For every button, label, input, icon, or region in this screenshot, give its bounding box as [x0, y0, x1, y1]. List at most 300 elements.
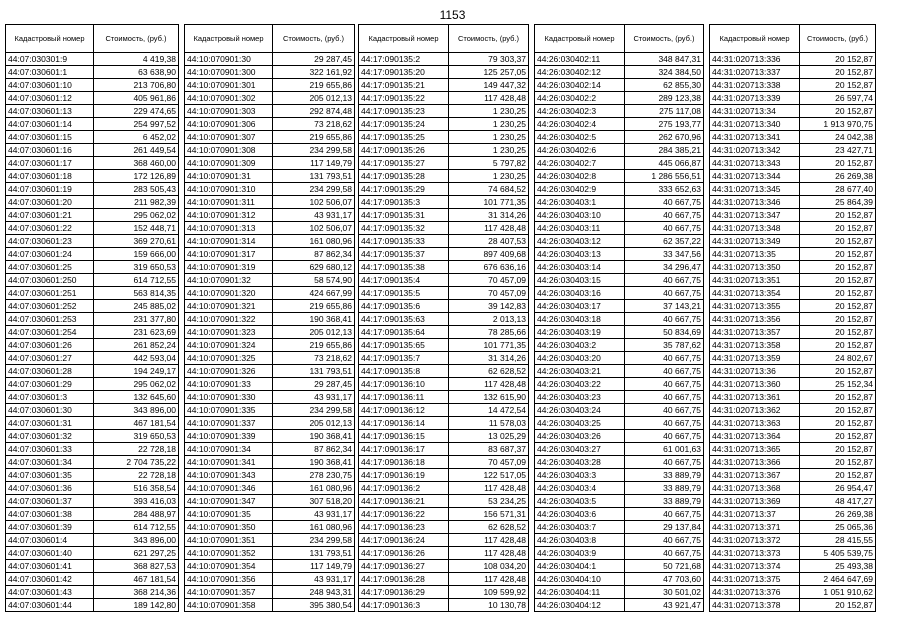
table-row [6, 495, 179, 508]
cost-cell: 22 728,18 [94, 469, 179, 482]
table-row [535, 235, 704, 248]
cost-cell: 161 080,96 [273, 482, 355, 495]
table-row [185, 417, 355, 430]
cadastral-number-cell: 44:26:030404:10 [535, 573, 625, 586]
cost-cell: 117 428,48 [449, 547, 529, 560]
cadastral-number-cell: 44:10:070901:330 [185, 391, 273, 404]
cadastral-number-cell: 44:31:020713:351 [710, 274, 800, 287]
cadastral-number-cell: 44:10:070901:312 [185, 209, 273, 222]
cost-cell: 284 488,97 [94, 508, 179, 521]
cost-cell: 234 299,58 [273, 144, 355, 157]
table-row [359, 547, 529, 560]
table-row [185, 482, 355, 495]
table-row [6, 261, 179, 274]
cost-cell: 117 428,48 [449, 482, 529, 495]
cadastral-number-cell: 44:31:020713:359 [710, 352, 800, 365]
table-row [185, 534, 355, 547]
cadastral-number-cell: 44:10:070901:350 [185, 521, 273, 534]
cadastral-number-cell: 44:17:090136:28 [359, 573, 449, 586]
cost-cell: 190 368,41 [273, 456, 355, 469]
cost-cell: 20 152,87 [800, 274, 876, 287]
cadastral-number-cell: 44:26:030404:11 [535, 586, 625, 599]
cost-cell: 40 667,75 [625, 534, 704, 547]
table-row [535, 365, 704, 378]
cost-cell: 20 152,87 [800, 287, 876, 300]
table-row [6, 222, 179, 235]
table-row [710, 287, 876, 300]
cadastral-number-cell: 44:31:020713:368 [710, 482, 800, 495]
cadastral-number-cell: 44:07:030601:27 [6, 352, 94, 365]
table-row [6, 274, 179, 287]
table-row [185, 508, 355, 521]
table-row [359, 378, 529, 391]
cadastral-number-cell: 44:10:070901:35 [185, 508, 273, 521]
table-row [710, 92, 876, 105]
cost-cell: 1 230,25 [449, 144, 529, 157]
table-row [710, 66, 876, 79]
cadastral-number-cell: 44:07:030601:44 [6, 599, 94, 612]
cost-cell: 319 650,53 [94, 430, 179, 443]
cost-cell: 39 142,83 [449, 300, 529, 313]
cost-cell: 125 257,05 [449, 66, 529, 79]
cadastral-number-cell: 44:26:030404:12 [535, 599, 625, 612]
cost-cell: 205 012,13 [273, 92, 355, 105]
table-row [359, 105, 529, 118]
table-row [535, 586, 704, 599]
table-row [359, 391, 529, 404]
table-row [6, 53, 179, 66]
table-row [535, 157, 704, 170]
table-row [535, 105, 704, 118]
cost-cell: 70 457,09 [449, 456, 529, 469]
cadastral-number-cell: 44:31:020713:356 [710, 313, 800, 326]
cost-cell: 219 655,86 [273, 339, 355, 352]
cadastral-number-cell: 44:07:030601:13 [6, 105, 94, 118]
table-row [359, 313, 529, 326]
cadastral-number-cell: 44:10:070901:309 [185, 157, 273, 170]
cadastral-number-cell: 44:17:090135:8 [359, 365, 449, 378]
cost-cell: 26 597,74 [800, 92, 876, 105]
table-row [359, 443, 529, 456]
cadastral-number-cell: 44:10:070901:320 [185, 287, 273, 300]
cost-cell: 101 771,35 [449, 339, 529, 352]
table-row [710, 170, 876, 183]
cost-cell: 1 230,25 [449, 118, 529, 131]
cadastral-number-cell: 44:31:020713:337 [710, 66, 800, 79]
table-row [359, 352, 529, 365]
table-row [6, 209, 179, 222]
table-row [535, 599, 704, 612]
cost-cell: 231 623,69 [94, 326, 179, 339]
cadastral-number-cell: 44:26:030403:21 [535, 365, 625, 378]
cadastral-number-cell: 44:07:030601:19 [6, 183, 94, 196]
table-row [535, 261, 704, 274]
cadastral-number-cell: 44:07:030601:34 [6, 456, 94, 469]
cost-table-2 [184, 24, 355, 612]
table-row [6, 586, 179, 599]
table-row [185, 287, 355, 300]
cost-cell: 20 152,87 [800, 326, 876, 339]
cadastral-number-cell: 44:07:030601:33 [6, 443, 94, 456]
cadastral-number-cell: 44:10:070901:301 [185, 79, 273, 92]
cadastral-number-cell: 44:07:030601:14 [6, 118, 94, 131]
cadastral-number-cell: 44:07:030601:18 [6, 170, 94, 183]
cadastral-number-cell: 44:26:030403:24 [535, 404, 625, 417]
cadastral-number-cell: 44:26:030403:11 [535, 222, 625, 235]
cadastral-number-cell: 44:31:020713:338 [710, 79, 800, 92]
table-row [359, 482, 529, 495]
cost-cell: 621 297,25 [94, 547, 179, 560]
table-row [185, 469, 355, 482]
cost-cell: 20 152,87 [800, 157, 876, 170]
cost-cell: 31 314,26 [449, 209, 529, 222]
table-row [710, 586, 876, 599]
cost-cell: 283 505,43 [94, 183, 179, 196]
table-row [6, 352, 179, 365]
cadastral-number-cell: 44:26:030403:25 [535, 417, 625, 430]
table-row [359, 131, 529, 144]
table-row [359, 300, 529, 313]
cadastral-number-cell: 44:31:020713:347 [710, 209, 800, 222]
cost-cell: 74 684,52 [449, 183, 529, 196]
cadastral-number-cell: 44:07:030601:29 [6, 378, 94, 391]
table-row [359, 144, 529, 157]
table-row [185, 495, 355, 508]
cadastral-number-cell: 44:26:030402:2 [535, 92, 625, 105]
table-row [710, 157, 876, 170]
table-row [6, 105, 179, 118]
table-row [710, 599, 876, 612]
cadastral-number-cell: 44:17:090135:65 [359, 339, 449, 352]
table-row [359, 235, 529, 248]
table-row [535, 404, 704, 417]
cadastral-number-cell: 44:17:090136:21 [359, 495, 449, 508]
table-row [710, 131, 876, 144]
cadastral-number-cell: 44:07:030601:22 [6, 222, 94, 235]
cadastral-number-cell: 44:31:020713:364 [710, 430, 800, 443]
table-row [535, 144, 704, 157]
cost-cell: 2 464 647,69 [800, 573, 876, 586]
cadastral-number-cell: 44:17:090135:23 [359, 105, 449, 118]
table-row [6, 248, 179, 261]
table-row [359, 417, 529, 430]
table-row [710, 339, 876, 352]
cadastral-number-cell: 44:31:020713:355 [710, 300, 800, 313]
cost-cell: 261 449,54 [94, 144, 179, 157]
cost-cell: 190 368,41 [273, 313, 355, 326]
table-row [359, 248, 529, 261]
cost-cell: 40 667,75 [625, 404, 704, 417]
cadastral-number-cell: 44:17:090135:25 [359, 131, 449, 144]
cost-cell: 629 680,12 [273, 261, 355, 274]
cadastral-number-cell: 44:07:030601:41 [6, 560, 94, 573]
cost-cell: 219 655,86 [273, 131, 355, 144]
cost-cell: 20 152,87 [800, 417, 876, 430]
cost-table-5 [709, 24, 876, 612]
cadastral-number-cell: 44:07:030601:42 [6, 573, 94, 586]
cost-cell: 28 677,40 [800, 183, 876, 196]
cost-cell: 108 034,20 [449, 560, 529, 573]
cadastral-number-cell: 44:31:020713:363 [710, 417, 800, 430]
cadastral-number-cell: 44:17:090135:28 [359, 170, 449, 183]
cadastral-number-cell: 44:31:020713:339 [710, 92, 800, 105]
cadastral-number-cell: 44:17:090135:37 [359, 248, 449, 261]
cadastral-number-cell: 44:31:020713:375 [710, 573, 800, 586]
cost-cell: 29 287,45 [273, 53, 355, 66]
table-row [185, 209, 355, 222]
cadastral-number-cell: 44:07:030601:21 [6, 209, 94, 222]
table-row [535, 118, 704, 131]
table-row [710, 495, 876, 508]
cadastral-number-cell: 44:10:070901:322 [185, 313, 273, 326]
cost-cell: 117 149,79 [273, 560, 355, 573]
table-row [6, 534, 179, 547]
table-row [359, 274, 529, 287]
table-row [6, 287, 179, 300]
cadastral-number-cell: 44:10:070901:335 [185, 404, 273, 417]
table-row [185, 92, 355, 105]
table-row [359, 430, 529, 443]
cost-cell: 20 152,87 [800, 248, 876, 261]
cadastral-number-cell: 44:07:030601:26 [6, 339, 94, 352]
cost-cell: 292 874,48 [273, 105, 355, 118]
table-row [185, 326, 355, 339]
cost-cell: 11 578,03 [449, 417, 529, 430]
table-row [359, 599, 529, 612]
cadastral-number-cell: 44:31:020713:367 [710, 469, 800, 482]
cost-cell: 1 230,25 [449, 170, 529, 183]
cost-cell: 78 285,66 [449, 326, 529, 339]
cadastral-number-cell: 44:17:090135:22 [359, 92, 449, 105]
table-header-row [6, 25, 179, 53]
cost-cell: 33 889,79 [625, 469, 704, 482]
cadastral-number-cell: 44:10:070901:325 [185, 352, 273, 365]
table-row [535, 456, 704, 469]
table-row [6, 547, 179, 560]
cost-cell: 262 670,96 [625, 131, 704, 144]
cost-cell: 117 149,79 [273, 157, 355, 170]
table-row [710, 261, 876, 274]
table-row [185, 430, 355, 443]
cadastral-number-cell: 44:26:030403:4 [535, 482, 625, 495]
table-row [185, 222, 355, 235]
table-row [535, 443, 704, 456]
cost-cell: 348 847,31 [625, 53, 704, 66]
cadastral-number-cell: 44:07:030601:30 [6, 404, 94, 417]
cadastral-number-cell: 44:26:030402:3 [535, 105, 625, 118]
page-number: 1153 [439, 8, 466, 22]
table-row [185, 378, 355, 391]
cadastral-number-cell: 44:31:020713:349 [710, 235, 800, 248]
cost-cell: 25 493,38 [800, 560, 876, 573]
table-row [185, 235, 355, 248]
cost-cell: 245 885,02 [94, 300, 179, 313]
cost-cell: 40 667,75 [625, 417, 704, 430]
cost-cell: 40 667,75 [625, 196, 704, 209]
cadastral-number-cell: 44:31:020713:350 [710, 261, 800, 274]
cost-cell: 20 152,87 [800, 339, 876, 352]
cadastral-number-cell: 44:17:090135:26 [359, 144, 449, 157]
cost-cell: 229 474,65 [94, 105, 179, 118]
table-row [6, 300, 179, 313]
cost-cell: 149 447,32 [449, 79, 529, 92]
cadastral-number-cell: 44:07:030601:32 [6, 430, 94, 443]
cost-cell: 117 428,48 [449, 222, 529, 235]
cost-cell: 467 181,54 [94, 573, 179, 586]
table-row [535, 313, 704, 326]
table-row [185, 300, 355, 313]
cadastral-number-cell: 44:17:090136:27 [359, 560, 449, 573]
table-row [6, 378, 179, 391]
cadastral-number-cell: 44:10:070901:31 [185, 170, 273, 183]
cost-cell: 40 667,75 [625, 456, 704, 469]
table-row [6, 92, 179, 105]
cost-cell: 53 234,25 [449, 495, 529, 508]
cadastral-number-cell: 44:10:070901:34 [185, 443, 273, 456]
cost-cell: 10 130,78 [449, 599, 529, 612]
cost-cell: 563 814,35 [94, 287, 179, 300]
cadastral-number-cell: 44:07:030601:253 [6, 313, 94, 326]
table-row [185, 144, 355, 157]
table-row [535, 274, 704, 287]
cost-cell: 22 728,18 [94, 443, 179, 456]
table-row [535, 560, 704, 573]
cadastral-number-cell: 44:10:070901:311 [185, 196, 273, 209]
cadastral-number-cell: 44:31:020713:362 [710, 404, 800, 417]
cost-cell: 20 152,87 [800, 430, 876, 443]
table-row [535, 196, 704, 209]
table-row [710, 274, 876, 287]
cost-cell: 20 152,87 [800, 79, 876, 92]
table-row [359, 157, 529, 170]
cadastral-number-cell: 44:10:070901:314 [185, 235, 273, 248]
cadastral-number-cell: 44:17:090135:6 [359, 300, 449, 313]
cost-cell: 156 571,31 [449, 508, 529, 521]
table-row [710, 391, 876, 404]
cost-cell: 1 913 970,75 [800, 118, 876, 131]
table-row [359, 170, 529, 183]
cost-cell: 231 377,80 [94, 313, 179, 326]
cadastral-number-cell: 44:31:020713:348 [710, 222, 800, 235]
cost-cell: 50 834,69 [625, 326, 704, 339]
cadastral-number-cell: 44:17:090136:18 [359, 456, 449, 469]
table-row [535, 573, 704, 586]
cost-cell: 1 230,25 [449, 131, 529, 144]
cost-cell: 14 472,54 [449, 404, 529, 417]
cost-cell: 20 152,87 [800, 235, 876, 248]
cost-cell: 25 152,34 [800, 378, 876, 391]
cadastral-number-cell: 44:26:030402:7 [535, 157, 625, 170]
cost-cell: 28 407,53 [449, 235, 529, 248]
table-row [359, 66, 529, 79]
table-row [359, 326, 529, 339]
table-row [6, 443, 179, 456]
cost-cell: 40 667,75 [625, 274, 704, 287]
cadastral-number-cell: 44:26:030403:17 [535, 300, 625, 313]
cost-cell: 194 249,17 [94, 365, 179, 378]
cost-cell: 40 667,75 [625, 313, 704, 326]
cadastral-number-cell: 44:26:030402:4 [535, 118, 625, 131]
cadastral-number-cell: 44:10:070901:343 [185, 469, 273, 482]
table-row [535, 79, 704, 92]
table-row [6, 430, 179, 443]
cadastral-number-cell: 44:07:030601:43 [6, 586, 94, 599]
cadastral-number-cell: 44:26:030403:22 [535, 378, 625, 391]
cadastral-number-cell: 44:26:030403:20 [535, 352, 625, 365]
table-row [710, 508, 876, 521]
cadastral-number-cell: 44:26:030403:13 [535, 248, 625, 261]
cadastral-number-cell: 44:10:070901:351 [185, 534, 273, 547]
cadastral-number-cell: 44:17:090136:19 [359, 469, 449, 482]
cost-cell: 676 636,16 [449, 261, 529, 274]
cadastral-number-cell: 44:17:090135:21 [359, 79, 449, 92]
cost-cell: 43 921,47 [625, 599, 704, 612]
table-row [6, 326, 179, 339]
cost-cell: 190 368,41 [273, 430, 355, 443]
table-row [710, 443, 876, 456]
cadastral-number-cell: 44:07:030601:36 [6, 482, 94, 495]
table-row [185, 157, 355, 170]
table-row [6, 79, 179, 92]
table-row [535, 391, 704, 404]
cost-cell: 73 218,62 [273, 118, 355, 131]
cadastral-number-cell: 44:10:070901:303 [185, 105, 273, 118]
cost-cell: 234 299,58 [273, 183, 355, 196]
table-row [535, 170, 704, 183]
cost-cell: 87 862,34 [273, 443, 355, 456]
table-row [359, 521, 529, 534]
table-row [6, 339, 179, 352]
cadastral-number-cell: 44:10:070901:337 [185, 417, 273, 430]
table-row [710, 521, 876, 534]
table-row [535, 66, 704, 79]
cadastral-number-cell: 44:31:020713:358 [710, 339, 800, 352]
header-cost: Стоимость, (руб.) [94, 25, 179, 53]
cost-cell: 20 152,87 [800, 105, 876, 118]
header-cadastral-number: Кадастровый номер [535, 25, 625, 53]
table-row [535, 508, 704, 521]
table-row [359, 79, 529, 92]
cost-cell: 161 080,96 [273, 521, 355, 534]
table-row [710, 300, 876, 313]
cost-cell: 261 852,24 [94, 339, 179, 352]
cadastral-number-cell: 44:07:030601:31 [6, 417, 94, 430]
table-row [185, 274, 355, 287]
table-header-row [710, 25, 876, 53]
cadastral-number-cell: 44:31:020713:366 [710, 456, 800, 469]
cost-cell: 20 152,87 [800, 313, 876, 326]
cost-cell: 20 152,87 [800, 456, 876, 469]
cadastral-number-cell: 44:10:070901:313 [185, 222, 273, 235]
cost-cell: 205 012,13 [273, 417, 355, 430]
table-row [535, 352, 704, 365]
table-row [6, 170, 179, 183]
cadastral-number-cell: 44:07:030601:16 [6, 144, 94, 157]
table-row [6, 482, 179, 495]
cost-cell: 29 137,84 [625, 521, 704, 534]
table-row [710, 196, 876, 209]
table-row [535, 92, 704, 105]
cost-cell: 614 712,55 [94, 521, 179, 534]
table-row [535, 521, 704, 534]
cadastral-number-cell: 44:10:070901:317 [185, 248, 273, 261]
cadastral-number-cell: 44:26:030402:14 [535, 79, 625, 92]
cadastral-number-cell: 44:07:030601:38 [6, 508, 94, 521]
cost-cell: 219 655,86 [273, 300, 355, 313]
cadastral-number-cell: 44:26:030403:7 [535, 521, 625, 534]
cost-cell: 102 506,07 [273, 222, 355, 235]
table-row [185, 170, 355, 183]
